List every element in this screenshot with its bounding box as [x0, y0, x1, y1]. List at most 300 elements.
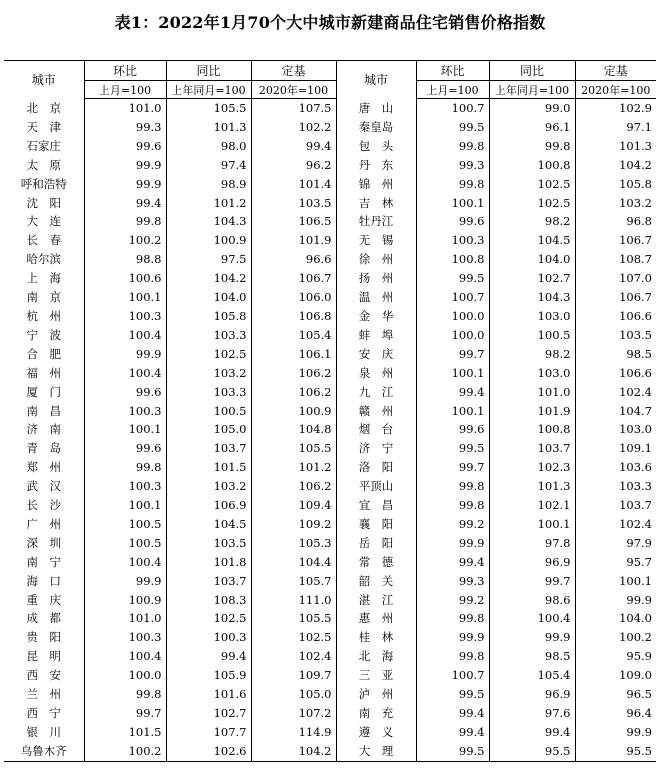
- base-value-left: 105.4: [251, 326, 336, 345]
- yoy-value-left: 102.5: [166, 609, 251, 628]
- base-value-left: 101.4: [251, 175, 336, 194]
- mom-value-left: 100.3: [84, 402, 166, 421]
- yoy-value-right: 99.4: [489, 723, 575, 742]
- city-name-left: 成 都: [26, 611, 61, 626]
- yoy-value-left: 105.9: [166, 666, 251, 685]
- mom-value-right: 100.0: [416, 326, 489, 345]
- base-value-left: 103.5: [251, 194, 336, 213]
- yoy-value-right: 100.1: [489, 515, 575, 534]
- city-name-left: 上 海: [26, 271, 61, 286]
- table-row: [4, 458, 656, 477]
- yoy-value-left: 101.5: [166, 458, 251, 477]
- base-value-right: 99.9: [575, 591, 656, 610]
- base-value-left: 100.9: [251, 402, 336, 421]
- price-index-table-container: [4, 60, 656, 762]
- mom-value-left: 101.0: [84, 99, 166, 118]
- mom-value-left: 100.0: [84, 666, 166, 685]
- yoy-value-left: 107.7: [166, 723, 251, 742]
- city-name-right: 九 江: [336, 383, 416, 402]
- base-value-right: 106.6: [575, 307, 656, 326]
- base-value-left: 102.2: [251, 118, 336, 137]
- city-name-left: 宁 波: [26, 327, 61, 342]
- yoy-value-left: 98.9: [166, 175, 251, 194]
- base-value-left: 111.0: [251, 591, 336, 610]
- city-name-right: 韶 关: [336, 572, 416, 591]
- table-row: [4, 685, 656, 704]
- yoy-value-left: 104.5: [166, 515, 251, 534]
- city-name-left: 乌鲁木齐: [4, 742, 84, 761]
- city-name-left: 哈尔滨: [26, 252, 61, 267]
- city-name-left: 长 沙: [26, 498, 61, 513]
- city-name-right: 遵 义: [336, 723, 416, 742]
- table-row: [4, 156, 656, 175]
- mom-value-right: 99.7: [416, 345, 489, 364]
- yoy-value-left: 103.5: [166, 534, 251, 553]
- city-name-right: 岳 阳: [336, 534, 416, 553]
- mom-value-left: 99.8: [84, 685, 166, 704]
- header-mom-right: 环比: [416, 61, 489, 81]
- city-name-right: 济 宁: [336, 439, 416, 458]
- base-value-left: 107.2: [251, 704, 336, 723]
- mom-value-right: 99.4: [416, 553, 489, 572]
- mom-value-right: 100.8: [416, 250, 489, 269]
- mom-value-left: 100.1: [84, 420, 166, 439]
- yoy-value-right: 104.0: [489, 250, 575, 269]
- base-value-right: 96.8: [575, 212, 656, 231]
- table-row: [4, 231, 656, 250]
- base-value-left: 106.2: [251, 383, 336, 402]
- base-value-left: 105.5: [251, 609, 336, 628]
- city-name-right: 金 华: [336, 307, 416, 326]
- yoy-value-left: 102.6: [166, 742, 251, 761]
- table-row: [4, 402, 656, 421]
- mom-value-left: 99.8: [84, 458, 166, 477]
- table-row: [4, 515, 656, 534]
- city-name-right: 大 理: [336, 742, 416, 761]
- base-value-left: 106.5: [251, 212, 336, 231]
- base-value-left: 102.5: [251, 628, 336, 647]
- city-name-right: 安 庆: [336, 345, 416, 364]
- city-name-left: 长 春: [26, 233, 61, 248]
- base-value-right: 103.6: [575, 458, 656, 477]
- city-name-left: 天 津: [26, 119, 61, 134]
- base-value-right: 103.5: [575, 326, 656, 345]
- city-name-left: 南 宁: [26, 554, 61, 569]
- yoy-value-left: 103.3: [166, 383, 251, 402]
- yoy-value-right: 103.7: [489, 439, 575, 458]
- city-name-left: 福 州: [26, 365, 61, 380]
- mom-value-right: 99.9: [416, 628, 489, 647]
- mom-value-right: 99.5: [416, 742, 489, 761]
- base-value-right: 103.7: [575, 496, 656, 515]
- yoy-value-right: 100.8: [489, 420, 575, 439]
- table-row: [4, 99, 656, 118]
- yoy-value-right: 99.7: [489, 572, 575, 591]
- base-value-left: 105.0: [251, 685, 336, 704]
- mom-value-left: 100.6: [84, 269, 166, 288]
- base-value-left: 109.7: [251, 666, 336, 685]
- yoy-value-left: 104.3: [166, 212, 251, 231]
- yoy-value-left: 98.0: [166, 137, 251, 156]
- city-name-left: 南 昌: [26, 403, 61, 418]
- base-value-right: 104.0: [575, 609, 656, 628]
- mom-value-right: 100.3: [416, 231, 489, 250]
- mom-value-left: 98.8: [84, 250, 166, 269]
- mom-value-left: 99.9: [84, 175, 166, 194]
- base-value-right: 95.9: [575, 647, 656, 666]
- base-value-left: 106.7: [251, 269, 336, 288]
- city-name-right: 吉 林: [336, 194, 416, 213]
- mom-value-right: 99.3: [416, 156, 489, 175]
- base-value-right: 102.4: [575, 515, 656, 534]
- base-value-right: 97.1: [575, 118, 656, 137]
- base-value-right: 103.2: [575, 194, 656, 213]
- yoy-value-right: 98.2: [489, 345, 575, 364]
- base-value-right: 95.5: [575, 742, 656, 761]
- yoy-value-left: 97.5: [166, 250, 251, 269]
- table-row: [4, 137, 656, 156]
- table-row: [4, 326, 656, 345]
- mom-value-left: 100.4: [84, 553, 166, 572]
- base-value-right: 106.7: [575, 231, 656, 250]
- base-value-left: 104.2: [251, 742, 336, 761]
- mom-value-right: 100.7: [416, 288, 489, 307]
- table-row: [4, 477, 656, 496]
- mom-value-left: 100.9: [84, 591, 166, 610]
- city-name-left: 太 原: [26, 157, 61, 172]
- yoy-value-left: 102.5: [166, 345, 251, 364]
- city-name-right: 牡丹江: [336, 212, 416, 231]
- city-name-left: 石家庄: [26, 138, 61, 153]
- base-value-left: 101.2: [251, 458, 336, 477]
- yoy-value-right: 95.5: [489, 742, 575, 761]
- city-name-right: 赣 州: [336, 402, 416, 421]
- yoy-value-right: 96.9: [489, 685, 575, 704]
- city-name-left: 重 庆: [26, 592, 61, 607]
- header-base-sub-right: 2020年=100: [575, 81, 656, 99]
- city-name-right: 湛 江: [336, 591, 416, 610]
- mom-value-right: 99.8: [416, 477, 489, 496]
- yoy-value-left: 100.5: [166, 402, 251, 421]
- yoy-value-left: 100.9: [166, 231, 251, 250]
- city-name-right: 惠 州: [336, 609, 416, 628]
- mom-value-right: 99.8: [416, 647, 489, 666]
- base-value-left: 96.2: [251, 156, 336, 175]
- city-name-left: 昆 明: [26, 649, 61, 664]
- city-name-right: 常 德: [336, 553, 416, 572]
- yoy-value-right: 99.0: [489, 99, 575, 118]
- mom-value-right: 99.4: [416, 723, 489, 742]
- yoy-value-right: 98.2: [489, 212, 575, 231]
- mom-value-left: 100.4: [84, 647, 166, 666]
- base-value-right: 98.5: [575, 345, 656, 364]
- mom-value-right: 99.2: [416, 515, 489, 534]
- city-name-left: 南 京: [26, 290, 61, 305]
- yoy-value-right: 98.5: [489, 647, 575, 666]
- yoy-value-right: 100.8: [489, 156, 575, 175]
- table-row: [4, 307, 656, 326]
- base-value-left: 101.9: [251, 231, 336, 250]
- base-value-left: 106.1: [251, 345, 336, 364]
- city-name-right: 襄 阳: [336, 515, 416, 534]
- header-yoy-sub-right: 上年同月=100: [489, 81, 575, 99]
- mom-value-right: 99.5: [416, 439, 489, 458]
- base-value-right: 107.0: [575, 269, 656, 288]
- mom-value-left: 100.2: [84, 231, 166, 250]
- city-name-right: 徐 州: [336, 250, 416, 269]
- table-row: [4, 212, 656, 231]
- mom-value-right: 99.8: [416, 175, 489, 194]
- yoy-value-right: 97.8: [489, 534, 575, 553]
- mom-value-right: 99.4: [416, 704, 489, 723]
- table-row: [4, 383, 656, 402]
- yoy-value-right: 105.4: [489, 666, 575, 685]
- city-name-left: 沈 阳: [26, 195, 61, 210]
- mom-value-left: 100.4: [84, 364, 166, 383]
- mom-value-right: 99.8: [416, 609, 489, 628]
- base-value-left: 106.8: [251, 307, 336, 326]
- base-value-right: 96.4: [575, 704, 656, 723]
- header-base-left: 定基: [251, 61, 336, 81]
- yoy-value-left: 100.3: [166, 628, 251, 647]
- city-name-right: 泉 州: [336, 364, 416, 383]
- base-value-left: 104.4: [251, 553, 336, 572]
- city-name-right: 泸 州: [336, 685, 416, 704]
- yoy-value-right: 100.5: [489, 326, 575, 345]
- city-name-left: 贵 阳: [26, 630, 61, 645]
- city-name-right: 丹 东: [336, 156, 416, 175]
- mom-value-left: 99.9: [84, 345, 166, 364]
- base-value-right: 108.7: [575, 250, 656, 269]
- yoy-value-left: 104.0: [166, 288, 251, 307]
- mom-value-right: 100.0: [416, 307, 489, 326]
- city-name-right: 宜 昌: [336, 496, 416, 515]
- yoy-value-right: 101.9: [489, 402, 575, 421]
- city-name-right: 锦 州: [336, 175, 416, 194]
- base-value-right: 100.2: [575, 628, 656, 647]
- yoy-value-right: 102.3: [489, 458, 575, 477]
- header-base-right: 定基: [575, 61, 656, 81]
- mom-value-right: 100.1: [416, 402, 489, 421]
- mom-value-left: 100.2: [84, 742, 166, 761]
- city-name-right: 洛 阳: [336, 458, 416, 477]
- base-value-left: 107.5: [251, 99, 336, 118]
- yoy-value-left: 106.9: [166, 496, 251, 515]
- base-value-left: 106.0: [251, 288, 336, 307]
- mom-value-right: 99.5: [416, 685, 489, 704]
- table-row: [4, 534, 656, 553]
- yoy-value-left: 103.2: [166, 477, 251, 496]
- mom-value-right: 99.5: [416, 118, 489, 137]
- base-value-left: 114.9: [251, 723, 336, 742]
- table-row: [4, 345, 656, 364]
- base-value-right: 99.9: [575, 723, 656, 742]
- table-row: [4, 704, 656, 723]
- base-value-left: 109.4: [251, 496, 336, 515]
- city-name-left: 西 安: [26, 668, 61, 683]
- yoy-value-right: 104.3: [489, 288, 575, 307]
- base-value-right: 100.1: [575, 572, 656, 591]
- mom-value-right: 99.8: [416, 137, 489, 156]
- table-row: [4, 553, 656, 572]
- city-name-right: 平顶山: [336, 477, 416, 496]
- base-value-left: 99.4: [251, 137, 336, 156]
- yoy-value-right: 96.9: [489, 553, 575, 572]
- table-title: 表1：2022年1月70个大中城市新建商品住宅销售价格指数: [114, 13, 546, 32]
- city-name-left: 杭 州: [26, 308, 61, 323]
- city-name-right: 三 亚: [336, 666, 416, 685]
- city-name-left: 北 京: [26, 100, 61, 115]
- header-mom-sub-left: 上月=100: [84, 81, 166, 99]
- base-value-right: 109.1: [575, 439, 656, 458]
- mom-value-right: 100.1: [416, 364, 489, 383]
- city-name-right: 烟 台: [336, 420, 416, 439]
- mom-value-left: 100.5: [84, 534, 166, 553]
- table-row: [4, 269, 656, 288]
- table-row: [4, 742, 656, 761]
- mom-value-right: 100.1: [416, 194, 489, 213]
- base-value-right: 105.8: [575, 175, 656, 194]
- base-value-left: 106.2: [251, 477, 336, 496]
- city-name-right: 扬 州: [336, 269, 416, 288]
- yoy-value-left: 102.7: [166, 704, 251, 723]
- table-row: [4, 364, 656, 383]
- mom-value-right: 99.6: [416, 212, 489, 231]
- base-value-right: 104.2: [575, 156, 656, 175]
- city-name-left: 广 州: [26, 516, 61, 531]
- table-row: [4, 118, 656, 137]
- mom-value-right: 100.7: [416, 666, 489, 685]
- base-value-right: 103.0: [575, 420, 656, 439]
- mom-value-left: 99.4: [84, 194, 166, 213]
- city-name-left: 郑 州: [26, 460, 61, 475]
- base-value-right: 103.3: [575, 477, 656, 496]
- city-name-right: 秦皇岛: [336, 118, 416, 137]
- table-row: [4, 723, 656, 742]
- table-row: [4, 628, 656, 647]
- table-row: [4, 288, 656, 307]
- city-name-left: 呼和浩特: [20, 176, 67, 191]
- mom-value-left: 99.8: [84, 212, 166, 231]
- mom-value-left: 99.9: [84, 572, 166, 591]
- base-value-left: 105.5: [251, 439, 336, 458]
- table-row: [4, 175, 656, 194]
- city-name-left: 青 岛: [26, 441, 61, 456]
- table-header: [4, 61, 656, 99]
- city-name-left: 深 圳: [26, 535, 61, 550]
- yoy-value-right: 102.5: [489, 194, 575, 213]
- mom-value-right: 99.5: [416, 269, 489, 288]
- city-name-right: 南 充: [336, 704, 416, 723]
- yoy-value-right: 102.5: [489, 175, 575, 194]
- yoy-value-left: 101.8: [166, 553, 251, 572]
- table-row: [4, 647, 656, 666]
- header-yoy-right: 同比: [489, 61, 575, 81]
- mom-value-left: 101.0: [84, 609, 166, 628]
- city-name-right: 桂 林: [336, 628, 416, 647]
- mom-value-right: 99.6: [416, 420, 489, 439]
- yoy-value-left: 101.3: [166, 118, 251, 137]
- mom-value-right: 100.7: [416, 99, 489, 118]
- yoy-value-right: 104.5: [489, 231, 575, 250]
- table-row: [4, 572, 656, 591]
- city-name-left: 大 连: [26, 214, 61, 229]
- table-row: [4, 194, 656, 213]
- yoy-value-left: 104.2: [166, 269, 251, 288]
- base-value-left: 106.2: [251, 364, 336, 383]
- mom-value-left: 99.9: [84, 156, 166, 175]
- yoy-value-left: 99.4: [166, 647, 251, 666]
- mom-value-right: 99.4: [416, 383, 489, 402]
- city-name-left: 银 川: [26, 724, 61, 739]
- yoy-value-right: 101.0: [489, 383, 575, 402]
- base-value-right: 102.4: [575, 383, 656, 402]
- base-value-left: 96.6: [251, 250, 336, 269]
- yoy-value-left: 103.3: [166, 326, 251, 345]
- mom-value-left: 100.3: [84, 628, 166, 647]
- mom-value-right: 99.7: [416, 458, 489, 477]
- base-value-left: 104.8: [251, 420, 336, 439]
- yoy-value-left: 103.7: [166, 439, 251, 458]
- header-yoy-sub-left: 上年同月=100: [166, 81, 251, 99]
- table-row: [4, 609, 656, 628]
- table-body: [4, 99, 656, 762]
- mom-value-left: 100.4: [84, 326, 166, 345]
- header-mom-left: 环比: [84, 61, 166, 81]
- base-value-right: 97.9: [575, 534, 656, 553]
- yoy-value-left: 105.8: [166, 307, 251, 326]
- mom-value-right: 99.3: [416, 572, 489, 591]
- mom-value-left: 101.5: [84, 723, 166, 742]
- yoy-value-left: 108.3: [166, 591, 251, 610]
- header-city-right: 城市: [336, 61, 416, 99]
- mom-value-left: 99.6: [84, 137, 166, 156]
- city-name-right: 唐 山: [336, 99, 416, 118]
- mom-value-left: 100.1: [84, 496, 166, 515]
- base-value-left: 102.4: [251, 647, 336, 666]
- base-value-right: 101.3: [575, 137, 656, 156]
- header-yoy-left: 同比: [166, 61, 251, 81]
- city-name-left: 兰 州: [26, 687, 61, 702]
- yoy-value-right: 103.0: [489, 364, 575, 383]
- table-row: [4, 439, 656, 458]
- table-row: [4, 591, 656, 610]
- city-name-left: 西 宁: [26, 706, 61, 720]
- yoy-value-right: 99.8: [489, 137, 575, 156]
- header-mom-sub-right: 上月=100: [416, 81, 489, 99]
- table-row: [4, 666, 656, 685]
- base-value-right: 109.0: [575, 666, 656, 685]
- yoy-value-left: 103.2: [166, 364, 251, 383]
- table-row: [4, 420, 656, 439]
- yoy-value-right: 96.1: [489, 118, 575, 137]
- mom-value-left: 100.3: [84, 307, 166, 326]
- city-name-right: 温 州: [336, 288, 416, 307]
- city-name-right: 无 锡: [336, 231, 416, 250]
- base-value-left: 105.7: [251, 572, 336, 591]
- yoy-value-right: 102.1: [489, 496, 575, 515]
- base-value-left: 109.2: [251, 515, 336, 534]
- city-name-left: 武 汉: [26, 479, 61, 494]
- base-value-right: 102.9: [575, 99, 656, 118]
- city-name-left: 合 肥: [26, 346, 61, 361]
- yoy-value-left: 105.5: [166, 99, 251, 118]
- base-value-right: 95.7: [575, 553, 656, 572]
- city-name-left: 厦 门: [26, 384, 61, 399]
- city-name-right: 蚌 埠: [336, 326, 416, 345]
- mom-value-left: 99.6: [84, 439, 166, 458]
- yoy-value-left: 103.7: [166, 572, 251, 591]
